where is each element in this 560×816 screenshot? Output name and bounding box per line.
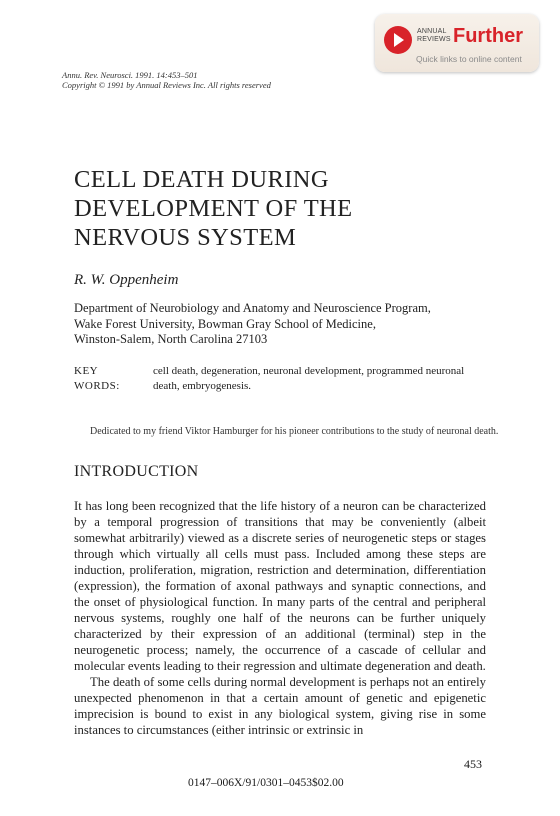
author-name: R. W. Oppenheim — [74, 272, 179, 288]
page-number: 453 — [464, 757, 482, 771]
section-heading: INTRODUCTION — [74, 463, 199, 480]
copyright-line: Copyright © 1991 by Annual Reviews Inc. All rights reserved — [62, 80, 271, 90]
further-badge[interactable] — [375, 14, 539, 72]
article-code: 0147–006X/91/0301–0453$02.00 — [188, 777, 344, 789]
paragraph: It has long been recognized that the life history of a neuron can be characterized by a temporal progression of transitions that may be conveniently (albeit somewhat arbitrarily) viewed as a discrete series of neurogenetic steps or stages through which virtually all cells must pass. Included among these steps are induction, proliferation, migration, restriction and determination, differentiation (expression), the formation of axonal pathways and synaptic connections, and the onset of physiological function. In many parts of the central and peripheral nervous systems, roughly one half of the neurons can be further uniquely characterized by their expression of an additional (terminal) step in the neurogenetic process; namely, the occurrence of a cascade of cellular and molecular events leading to their regression and ultimate degeneration and death. — [74, 499, 486, 673]
affiliation: Department of Neurobiology and Anatomy and Neuroscience Program, Wake Forest University, Bowman Gray School of Medicine, Winston-Salem, North Carolina 27103 — [74, 301, 431, 346]
play-icon — [384, 26, 412, 54]
journal-header — [62, 70, 271, 90]
badge-annual-reviews: ANNUAL REVIEWS — [417, 28, 451, 43]
article-title: CELL DEATH DURING DEVELOPMENT OF THE NERVOUS SYSTEM — [74, 166, 353, 251]
keywords-text: cell death, degeneration, neuronal development, programmed neuronal death, embryogenesis. — [153, 365, 465, 392]
dedication: Dedicated to my friend Viktor Hamburger for his pioneer contributions to the study of neuronal death. — [90, 426, 499, 437]
body-text — [74, 498, 486, 738]
badge-further-label: Further — [453, 25, 523, 47]
badge-subtitle: Quick links to online content — [416, 54, 522, 64]
paragraph: The death of some cells during normal development is perhaps not an entirely unexpected phenomenon in that a certain amount of genetic and epigenetic imprecision is bound to exist in any biological system, giving rise in some instances to circumstances (either intrinsic or extrinsic in — [74, 675, 486, 737]
citation-line: Annu. Rev. Neurosci. 1991. 14:453–501 — [62, 70, 198, 80]
keywords-label: KEY WORDS: — [74, 365, 120, 392]
